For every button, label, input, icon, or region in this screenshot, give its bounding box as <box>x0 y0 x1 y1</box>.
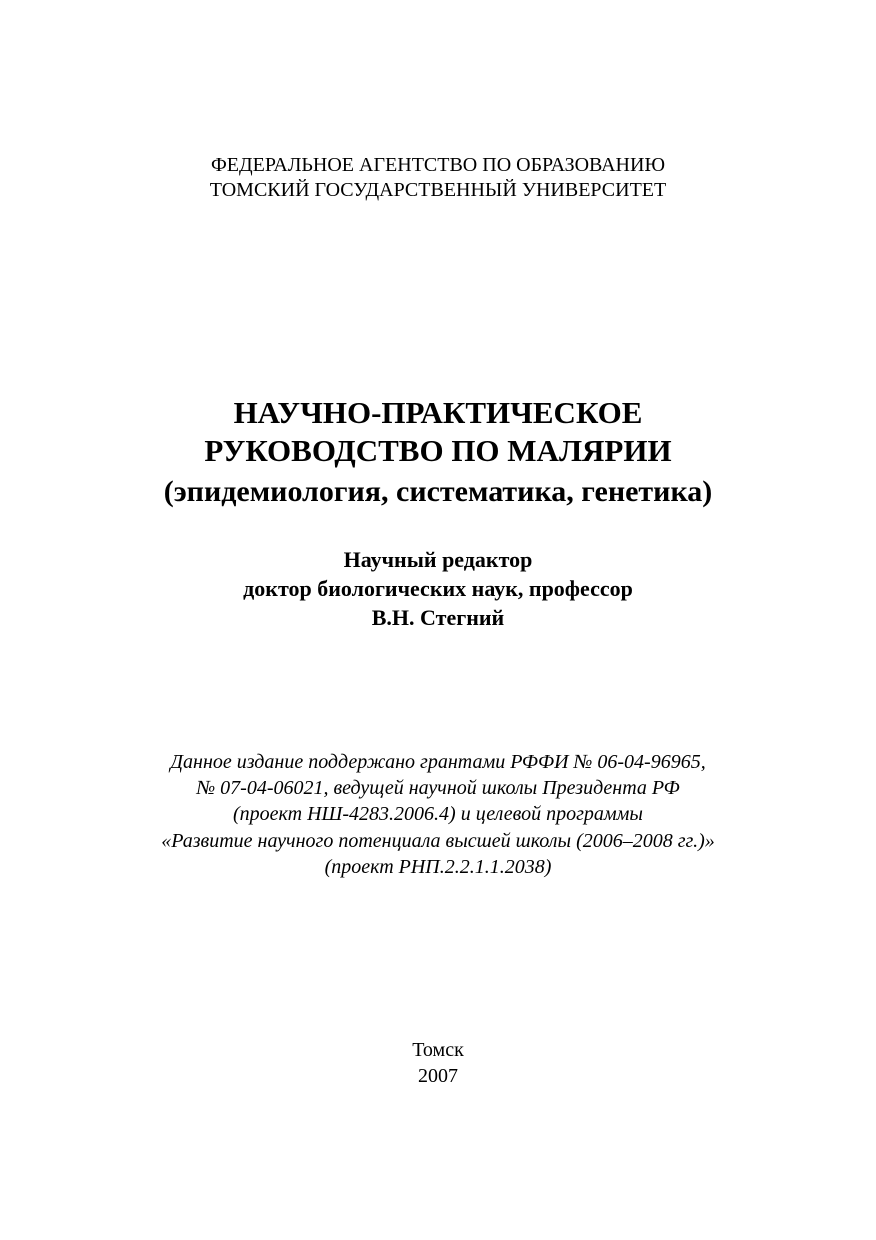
grant-note-line-4: «Развитие научного потенциала высшей школы (2006–2008 гг.)» <box>161 830 715 852</box>
book-subtitle: (эпидемиология, систематика, генетика) <box>163 475 713 508</box>
editor-name: В.Н. Стегний <box>371 605 505 630</box>
university-name: ТОМСКИЙ ГОСУДАРСТВЕННЫЙ УНИВЕРСИТЕТ <box>209 179 667 201</box>
book-title-line-2: РУКОВОДСТВО ПО МАЛЯРИИ <box>204 433 672 468</box>
editor-degree: доктор биологических наук, профессор <box>243 576 633 601</box>
grant-note-line-5: (проект РНП.2.2.1.1.2038) <box>324 856 552 878</box>
imprint-year: 2007 <box>418 1065 458 1087</box>
agency-name: ФЕДЕРАЛЬНОЕ АГЕНТСТВО ПО ОБРАЗОВАНИЮ <box>210 154 665 176</box>
grant-note-line-3: (проект НШ-4283.2006.4) и целевой программы <box>233 803 643 825</box>
grant-note-line-1: Данное издание поддержано грантами РФФИ № 06-04-96965, <box>170 751 706 773</box>
book-title-line-1: НАУЧНО-ПРАКТИЧЕСКОЕ <box>233 395 643 430</box>
imprint-city: Томск <box>412 1039 464 1061</box>
editor-role: Научный редактор <box>343 547 533 572</box>
grant-note-line-2: № 07-04-06021, ведущей научной школы Президента РФ <box>196 777 680 799</box>
